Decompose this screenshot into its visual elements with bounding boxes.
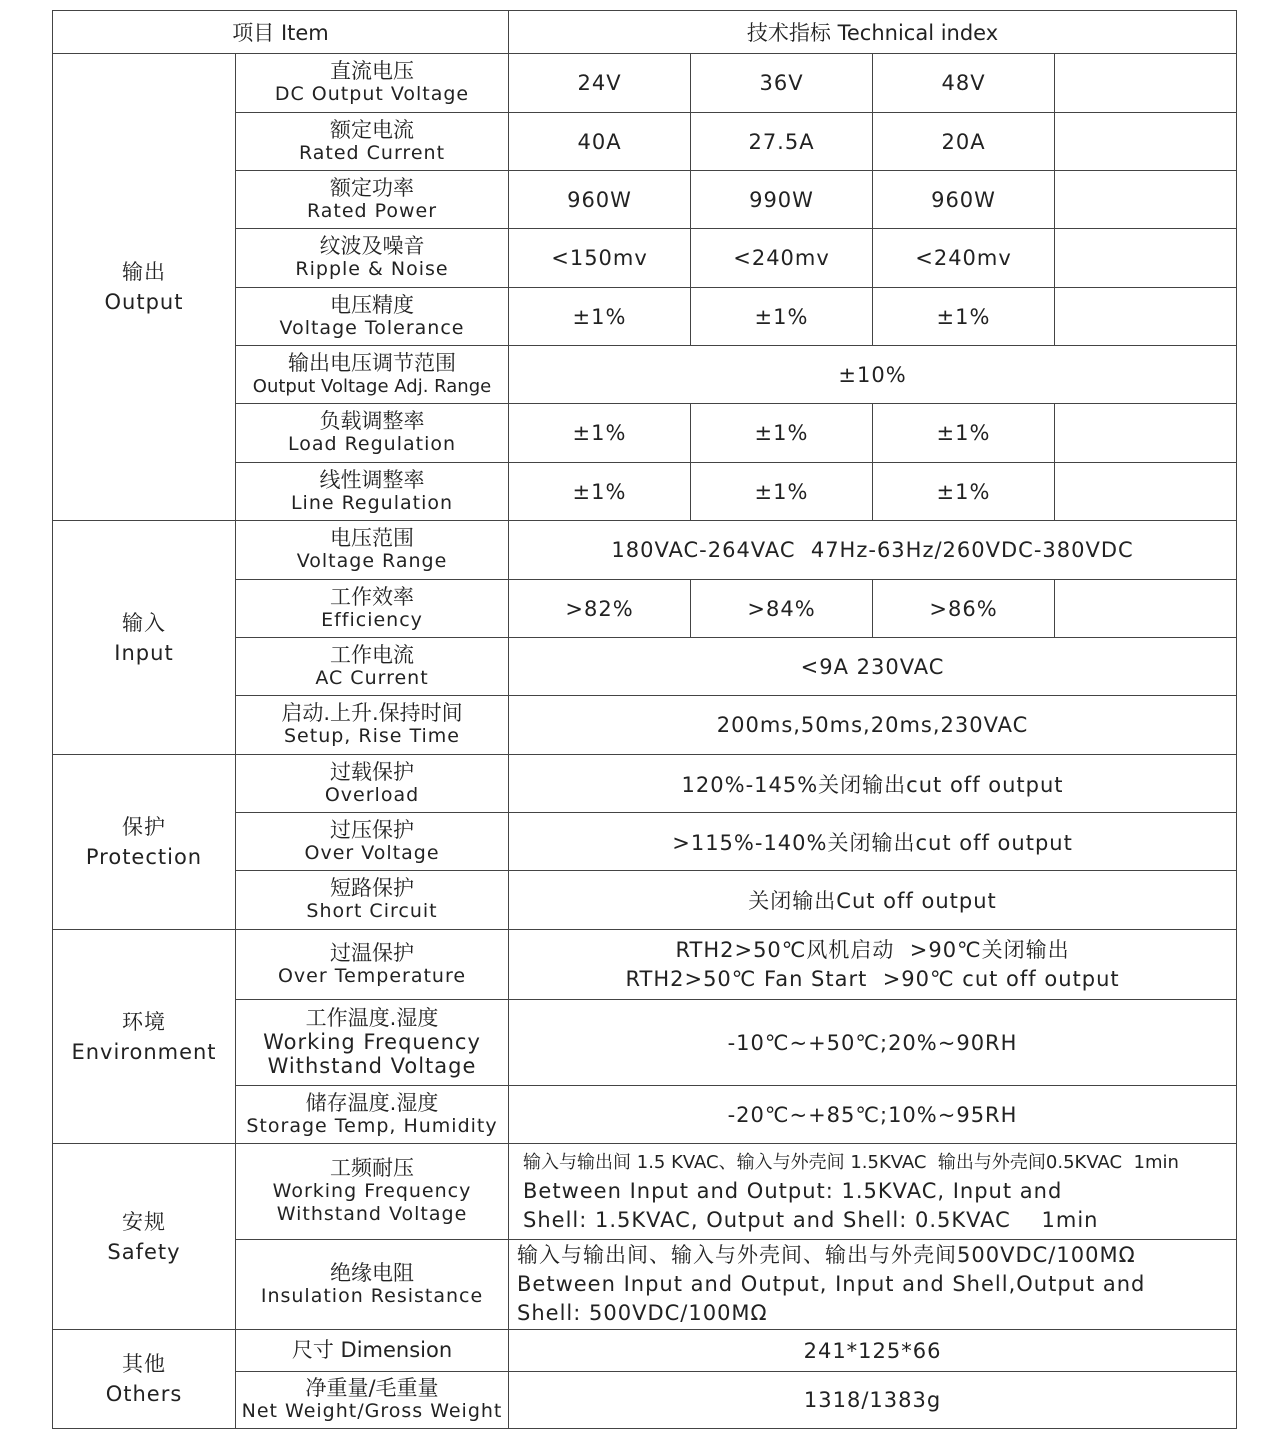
category-zh: 安规 (122, 1209, 166, 1234)
value-line: Shell: 1.5KVAC, Output and Shell: 0.5KVAC 1min (523, 1208, 1099, 1232)
item-en: Working Frequency (272, 1180, 472, 1202)
value-line: RTH2>50℃风机启动 >90℃关闭输出 (675, 937, 1070, 962)
item-output-voltage-adj (236, 346, 509, 404)
spec-table (52, 10, 1237, 1429)
category-output (53, 54, 236, 521)
item-over-temperature (236, 930, 509, 1000)
item-zh: 启动.上升.保持时间 (281, 701, 463, 725)
value-cell (509, 930, 1237, 1000)
item-en: Voltage Range (296, 550, 448, 572)
value-line: Shell: 500VDC/100MΩ (517, 1301, 768, 1325)
item-en: Overload (324, 783, 420, 806)
value-cell (509, 1144, 1237, 1240)
value-cell: 200ms,50ms,20ms,230VAC (509, 696, 1237, 755)
item-en: Short Circuit (306, 900, 438, 922)
item-rated-current (236, 113, 509, 171)
item-load-regulation (236, 404, 509, 463)
item-zh: 额定功率 (330, 175, 414, 200)
category-protection (53, 755, 236, 930)
value-cell (1055, 229, 1237, 288)
item-en: DC Output Voltage (274, 83, 470, 105)
item-zh: 电压精度 (330, 292, 414, 317)
item-zh: 直流电压 (330, 59, 414, 83)
item-zh: 额定电流 (330, 117, 414, 142)
item-en: Insulation Resistance (260, 1284, 484, 1307)
header-technical-index: 技术指标 Technical index (509, 11, 1237, 54)
category-en: Output (104, 290, 184, 314)
table-row (53, 930, 1237, 1000)
category-input (53, 521, 236, 755)
value-cell: ±1% (509, 463, 691, 521)
value-cell (1055, 113, 1237, 171)
value-cell: -20℃~+85℃;10%~95RH (509, 1086, 1237, 1144)
item-zh: 输出电压调节范围 (288, 350, 456, 375)
item-zh: 工频耐压 (330, 1156, 414, 1180)
value-cell: 960W (509, 171, 691, 229)
value-cell: <150mv (509, 229, 691, 288)
value-cell: ±1% (873, 288, 1055, 346)
category-zh: 输入 (122, 610, 166, 635)
value-cell (1055, 463, 1237, 521)
category-safety (53, 1144, 236, 1330)
item-en: Working Frequency (263, 1030, 481, 1054)
item-ac-current (236, 638, 509, 696)
value-cell: ±1% (691, 288, 873, 346)
item-en: Over Temperature (277, 964, 467, 987)
item-line-regulation (236, 463, 509, 521)
header-item: 项目 Item (53, 11, 509, 54)
item-zh: 负载调整率 (319, 409, 425, 433)
category-en: Safety (107, 1239, 181, 1264)
value-cell: 990W (691, 171, 873, 229)
value-cell (509, 1240, 1237, 1330)
item-storage-temp-humidity (236, 1086, 509, 1144)
item-en: Load Regulation (287, 433, 457, 455)
category-environment (53, 930, 236, 1144)
value-line: Between Input and Output: 1.5KVAC, Input and (523, 1179, 1063, 1203)
item-zh: 储存温度.湿度 (305, 1090, 439, 1115)
value-cell (1055, 580, 1237, 638)
item-voltage-tolerance (236, 288, 509, 346)
value-cell: ±1% (691, 404, 873, 463)
value-cell: ±1% (873, 404, 1055, 463)
category-zh: 其他 (122, 1352, 166, 1376)
value-cell: 40A (509, 113, 691, 171)
item-en: Line Regulation (290, 491, 454, 514)
item-zh: 线性调整率 (319, 467, 425, 492)
item-zh: 过载保护 (330, 759, 414, 784)
value-cell: 36V (691, 54, 873, 113)
value-cell: 241*125*66 (509, 1330, 1237, 1372)
value-cell: 24V (509, 54, 691, 113)
item-en: Storage Temp, Humidity (246, 1114, 498, 1137)
item-setup-rise-time (236, 696, 509, 755)
category-zh: 保护 (122, 815, 166, 839)
value-cell (1055, 404, 1237, 463)
value-cell: ±1% (873, 463, 1055, 521)
value-cell: <240mv (691, 229, 873, 288)
value-cell: 960W (873, 171, 1055, 229)
item-en: Output Voltage Adj. Range (252, 375, 492, 397)
value-cell (1055, 288, 1237, 346)
value-cell: 20A (873, 113, 1055, 171)
value-cell: <9A 230VAC (509, 638, 1237, 696)
item-en: Withstand Voltage (267, 1054, 477, 1078)
value-cell: 180VAC-264VAC 47Hz-63Hz/260VDC-380VDC (509, 521, 1237, 580)
item-zh: 工作效率 (330, 584, 414, 609)
category-zh: 输出 (122, 260, 166, 284)
item-en: Rated Current (298, 141, 446, 164)
category-en: Others (105, 1382, 183, 1406)
value-cell: >115%-140%关闭输出cut off output (509, 813, 1237, 871)
table-row (53, 54, 1237, 113)
item-zh: 净重量/毛重量 (305, 1376, 439, 1400)
value-line: RTH2>50℃ Fan Start >90℃ cut off output (625, 966, 1120, 991)
item-en: Voltage Tolerance (279, 316, 465, 339)
value-cell: ±1% (691, 463, 873, 521)
category-others (53, 1330, 236, 1429)
value-cell: 关闭输出Cut off output (509, 871, 1237, 930)
item-rated-power (236, 171, 509, 229)
value-cell: ±1% (509, 288, 691, 346)
value-cell: ±10% (509, 346, 1237, 404)
item-ripple-noise (236, 229, 509, 288)
item-en: Rated Power (306, 199, 438, 222)
item-en: Net Weight/Gross Weight (241, 1400, 503, 1422)
item-en: Ripple & Noise (295, 258, 449, 280)
value-cell: 120%-145%关闭输出cut off output (509, 755, 1237, 813)
value-cell (1055, 54, 1237, 113)
item-zh: 短路保护 (330, 876, 414, 900)
value-cell: ±1% (509, 404, 691, 463)
value-cell: >84% (691, 580, 873, 638)
category-en: Environment (71, 1039, 217, 1064)
item-zh: 纹波及噪音 (319, 234, 425, 258)
value-cell: 48V (873, 54, 1055, 113)
item-voltage-range (236, 521, 509, 580)
value-cell: >82% (509, 580, 691, 638)
item-dc-output-voltage (236, 54, 509, 113)
item-working-temp-humidity (236, 1000, 509, 1086)
item-withstand-voltage (236, 1144, 509, 1240)
item-weight (236, 1372, 509, 1429)
item-dimension (236, 1330, 509, 1372)
category-en: Protection (85, 845, 203, 869)
value-cell: >86% (873, 580, 1055, 638)
value-line: Between Input and Output, Input and Shell,Output and (517, 1272, 1146, 1296)
item-over-voltage (236, 813, 509, 871)
value-cell: 1318/1383g (509, 1372, 1237, 1429)
value-cell: <240mv (873, 229, 1055, 288)
value-cell: -10℃~+50℃;20%~90RH (509, 1000, 1237, 1086)
item-en: AC Current (315, 666, 429, 689)
item-en: Withstand Voltage (276, 1203, 468, 1225)
item-zh: 工作温度.湿度 (305, 1006, 439, 1030)
category-zh: 环境 (122, 1009, 166, 1034)
item-zh: 电压范围 (330, 526, 414, 550)
table-row (53, 1330, 1237, 1372)
value-line: 输入与输出间 1.5 KVAC、输入与外壳间 1.5KVAC 输出与外壳间0.5KVAC 1min (523, 1152, 1179, 1173)
item-short-circuit (236, 871, 509, 930)
item-zh: 过温保护 (330, 940, 414, 965)
item-en: Efficiency (321, 608, 423, 631)
item-zh: 工作电流 (330, 642, 414, 667)
value-cell: 27.5A (691, 113, 873, 171)
item-insulation-resistance (236, 1240, 509, 1330)
item-zh: 过压保护 (330, 817, 414, 842)
item-en: Setup, Rise Time (284, 725, 460, 747)
category-en: Input (114, 640, 174, 665)
item-zh: 绝缘电阻 (330, 1260, 414, 1285)
table-row (53, 1144, 1237, 1240)
item-efficiency (236, 580, 509, 638)
table-row (53, 755, 1237, 813)
value-line: 输入与输出间、输入与外壳间、输出与外壳间500VDC/100MΩ (517, 1243, 1136, 1267)
item-overload (236, 755, 509, 813)
value-cell (1055, 171, 1237, 229)
header-row (53, 11, 1237, 54)
table-row (53, 521, 1237, 580)
item-label: 尺寸 Dimension (291, 1338, 453, 1362)
item-en: Over Voltage (304, 841, 440, 864)
